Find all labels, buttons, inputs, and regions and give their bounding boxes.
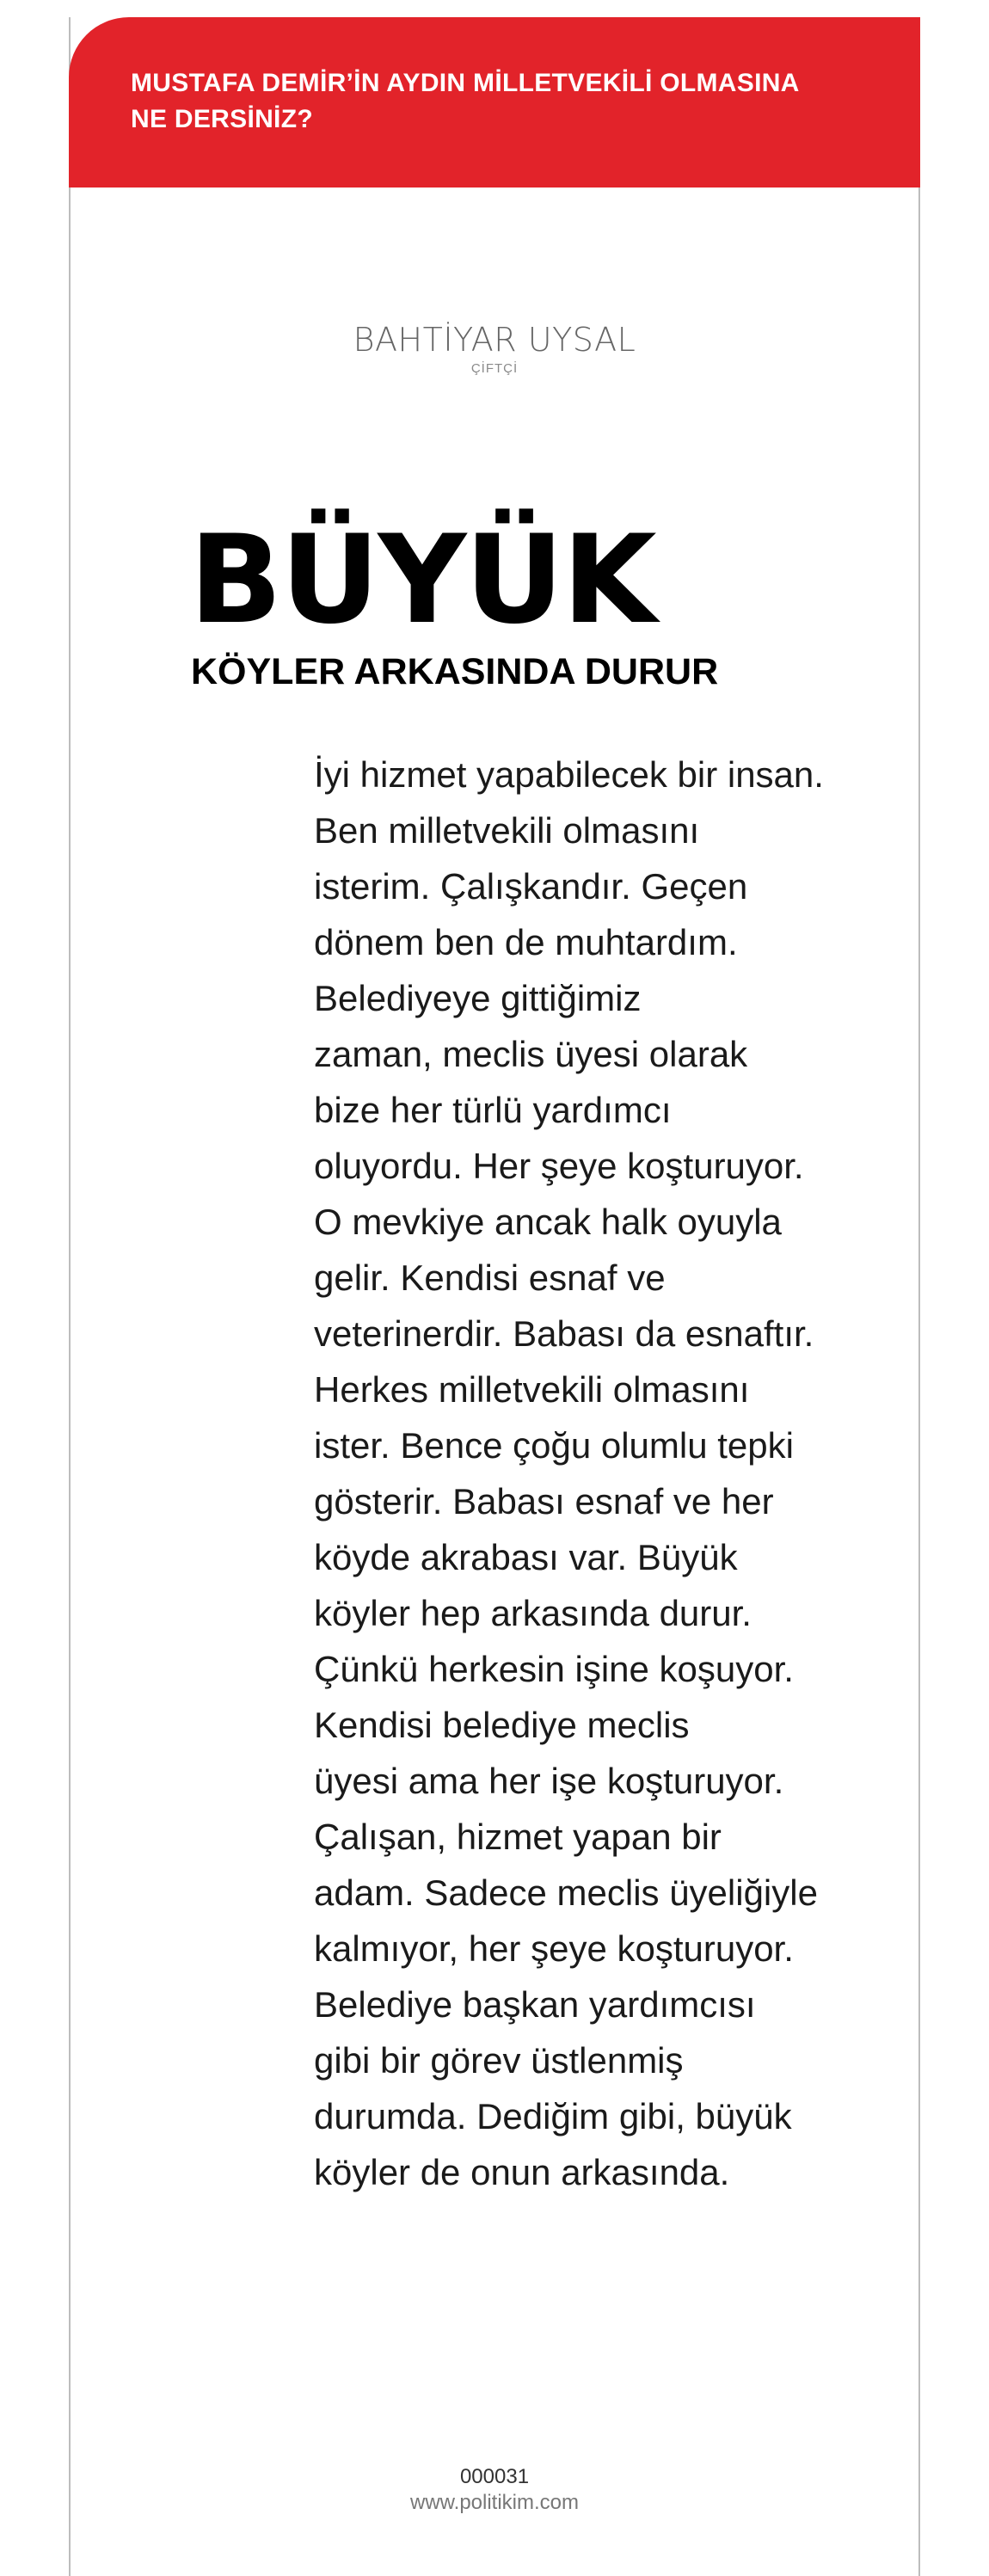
body-line: oluyordu. Her şeye koşturuyor.: [314, 1146, 804, 1186]
author-occupation: ÇİFTÇİ: [470, 361, 519, 376]
subheadline: KÖYLER ARKASINDA DURUR: [191, 651, 719, 692]
body-line: gelir. Kendisi esnaf ve: [314, 1257, 666, 1298]
headline: BÜYÜK: [189, 509, 655, 651]
body-line: ister. Bence çoğu olumlu tepki: [314, 1425, 794, 1466]
body-line: Ben milletvekili olmasını: [314, 810, 700, 851]
body-line: gibi bir görev üstlenmiş: [314, 2040, 684, 2081]
body-line: bize her türlü yardımcı: [314, 1090, 672, 1130]
body-line: İyi hizmet yapabilecek bir insan.: [314, 754, 824, 795]
body-line: durumda. Dediğim gibi, büyük: [314, 2096, 792, 2136]
body-line: Belediyeye gittiğimiz: [314, 978, 642, 1018]
body-line: kalmıyor, her şeye koşturuyor.: [314, 1928, 794, 1969]
banner-title-line-2: NE DERSİNİZ?: [131, 105, 313, 133]
body-line: adam. Sadece meclis üyeliğiyle: [314, 1872, 818, 1913]
website-link[interactable]: www.politikim.com: [409, 2491, 580, 2514]
page-number: 000031: [459, 2465, 530, 2488]
body-line: isterim. Çalışkandır. Geçen: [314, 866, 748, 907]
body-line: zaman, meclis üyesi olarak: [314, 1034, 748, 1074]
author-name: BAHTİYAR UYSAL: [353, 321, 636, 359]
article-body: [314, 747, 847, 2200]
body-line: Kendisi belediye meclis: [314, 1705, 690, 1745]
body-line: Belediye başkan yardımcısı: [314, 1984, 756, 2025]
body-line: Çalışan, hizmet yapan bir: [314, 1817, 722, 1857]
header-banner: [69, 17, 920, 188]
body-line: köyler de onun arkasında.: [314, 2152, 730, 2192]
body-line: Herkes milletvekili olmasını: [314, 1369, 750, 1410]
body-line: köyler hep arkasında durur.: [314, 1593, 752, 1633]
banner-title: [131, 65, 888, 138]
body-line: dönem ben de muhtardım.: [314, 922, 738, 962]
body-line: köyde akrabası var. Büyük: [314, 1537, 738, 1577]
banner-title-line-1: MUSTAFA DEMİR’İN AYDIN MİLLETVEKİLİ OLMASINA: [131, 69, 800, 97]
body-line: Çünkü herkesin işine koşuyor.: [314, 1649, 794, 1689]
body-line: O mevkiye ancak halk oyuyla: [314, 1202, 782, 1242]
body-line: gösterir. Babası esnaf ve her: [314, 1481, 774, 1522]
body-line: üyesi ama her işe koşturuyor.: [314, 1761, 784, 1801]
footer: [0, 2464, 989, 2516]
body-line: veterinerdir. Babası da esnaftır.: [314, 1313, 814, 1354]
byline: [0, 320, 989, 378]
